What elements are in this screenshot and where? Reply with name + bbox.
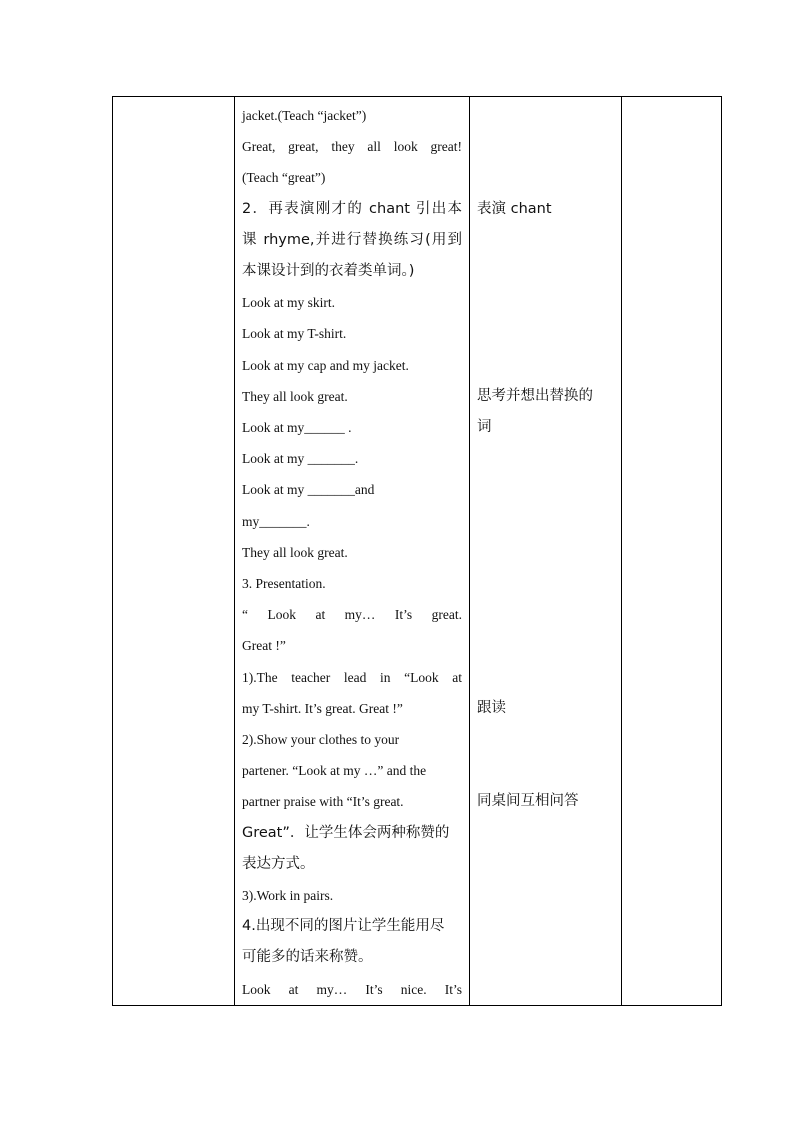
content-line: 3. Presentation. (242, 576, 326, 592)
content-line: Great !” (242, 638, 286, 654)
content-line: Look at my skirt. (242, 295, 335, 311)
content-line: Great”．让学生体会两种称赞的 (242, 824, 450, 841)
content-line: my T-shirt. It’s great. Great !” (242, 700, 403, 716)
content-line: Great, great, they all look great! (242, 139, 462, 155)
content-line: partner praise with “It’s great. (242, 794, 404, 810)
student-activity-cell (470, 97, 622, 1006)
content-line: jacket.(Teach “jacket”) (242, 108, 367, 123)
content-line: 表达方式。 (242, 855, 315, 872)
content-line: 4.出现不同的图片让学生能用尽 (242, 918, 445, 935)
content-line: Look at my… It’s nice. It’s (242, 981, 462, 997)
content-line: partener. “Look at my …” and the (242, 763, 427, 779)
activity-think-replace: 思考并想出替换的 (477, 387, 593, 404)
content-line: Look at my _______. (242, 451, 359, 467)
activity-follow-read: 跟读 (477, 699, 506, 716)
content-line: They all look great. (242, 388, 348, 404)
teaching-content (235, 97, 469, 1005)
content-line: my_______. (242, 513, 310, 529)
content-line: Look at my T-shirt. (242, 326, 347, 342)
content-line: 2).Show your clothes to your (242, 732, 400, 748)
activity-pair-qa: 同桌间互相问答 (477, 793, 579, 810)
notes-cell (622, 97, 722, 1006)
lesson-plan-table (112, 96, 722, 1006)
table-row (113, 97, 722, 1006)
student-activity (470, 97, 621, 817)
activity-perform-chant: 表演 chant (477, 200, 552, 217)
stage-cell (113, 97, 235, 1006)
content-line: 2．再表演刚才的 chant 引出本 (242, 200, 462, 217)
content-line: (Teach “great”) (242, 170, 326, 186)
content-line: 1).The teacher lead in “Look at (242, 669, 462, 685)
content-line: Look at my______ . (242, 420, 352, 436)
content-line: They all look great. (242, 544, 348, 560)
teaching-content-cell (235, 97, 470, 1006)
activity-think-replace-cont: 词 (477, 418, 492, 435)
content-line: 本课设计到的衣着类单词。) (242, 263, 415, 280)
content-line: Look at my cap and my jacket. (242, 357, 409, 373)
content-line: 可能多的话来称赞。 (242, 949, 373, 966)
content-line: 课 rhyme,并进行替换练习(用到 (242, 231, 462, 248)
content-line: “ Look at my… It’s great. (242, 607, 462, 623)
content-line: 3).Work in pairs. (242, 888, 334, 904)
content-line: Look at my _______and (242, 482, 375, 498)
